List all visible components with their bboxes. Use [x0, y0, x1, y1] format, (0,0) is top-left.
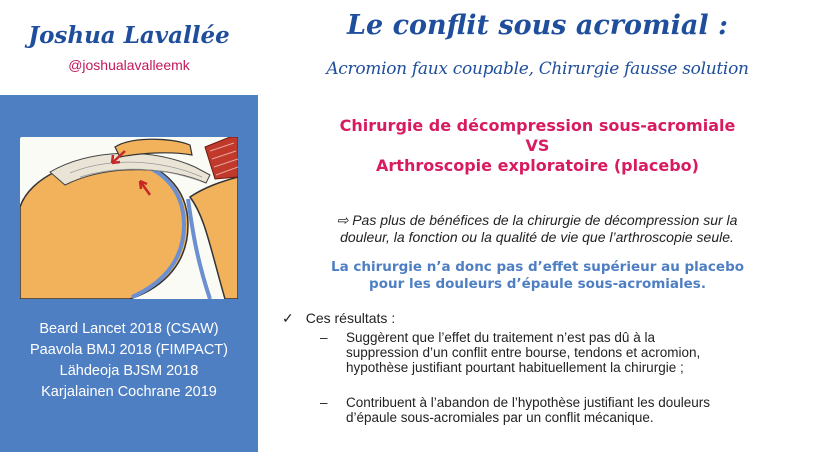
- dash-bullet-icon: –: [320, 395, 328, 410]
- finding-line-1: Pas plus de bénéfices de la chirurgie de décompression sur la: [352, 212, 738, 228]
- page-title: Le conflit sous acromial :: [347, 10, 728, 41]
- conclusion-text: [262, 259, 813, 293]
- page-subtitle: Acromion faux coupable, Chirurgie fausse solution: [326, 59, 749, 79]
- result-line: hypothèse justifiant pourtant habituellement la chirurgie ;: [346, 360, 684, 375]
- result-line: suppression d’un conflit entre bourse, tendons et acromion,: [346, 345, 701, 360]
- author-header: [0, 0, 258, 95]
- arrow-right-icon: ⇨: [336, 212, 349, 228]
- checkmark-icon: ✓: [282, 310, 294, 326]
- conclusion-line-1: La chirurgie n’a donc pas d’effet supérieur au placebo: [330, 259, 745, 275]
- results-heading-label: Ces résultats :: [305, 310, 396, 326]
- left-sidebar: [0, 0, 258, 452]
- shoulder-anatomy-icon: [20, 137, 238, 299]
- conclusion-line-2: pour les douleurs d’épaule sous-acromiales.: [369, 276, 706, 292]
- comparison-surgery: Chirurgie de décompression sous-acromiale: [339, 116, 736, 135]
- comparison-block: [262, 116, 813, 176]
- finding-line-2: douleur, la fonction ou la qualité de vie que l’arthroscopie seule.: [340, 229, 734, 245]
- results-heading: [282, 310, 395, 327]
- reference-list: [0, 319, 258, 403]
- result-line: Contribuent à l’abandon de l’hypothèse justifiant les douleurs: [346, 395, 710, 410]
- reference-item: Paavola BMJ 2018 (FIMPACT): [30, 342, 228, 358]
- author-handle[interactable]: @joshualavalleemk: [68, 57, 190, 73]
- comparison-placebo: Arthroscopie exploratoire (placebo): [376, 156, 699, 175]
- dash-bullet-icon: –: [320, 330, 328, 345]
- finding-text: [268, 212, 806, 246]
- reference-item: Karjalainen Cochrane 2019: [41, 384, 217, 400]
- comparison-vs: VS: [525, 136, 550, 155]
- author-name: Joshua Lavallée: [28, 22, 230, 49]
- shoulder-anatomy-illustration: [20, 137, 238, 299]
- reference-item: Beard Lancet 2018 (CSAW): [39, 321, 219, 337]
- result-line: d’épaule sous-acromiales par un conflit mécanique.: [346, 410, 654, 425]
- result-line: Suggèrent que l’effet du traitement n’est pas dû à la: [346, 330, 655, 345]
- reference-item: Lähdeoja BJSM 2018: [59, 363, 199, 379]
